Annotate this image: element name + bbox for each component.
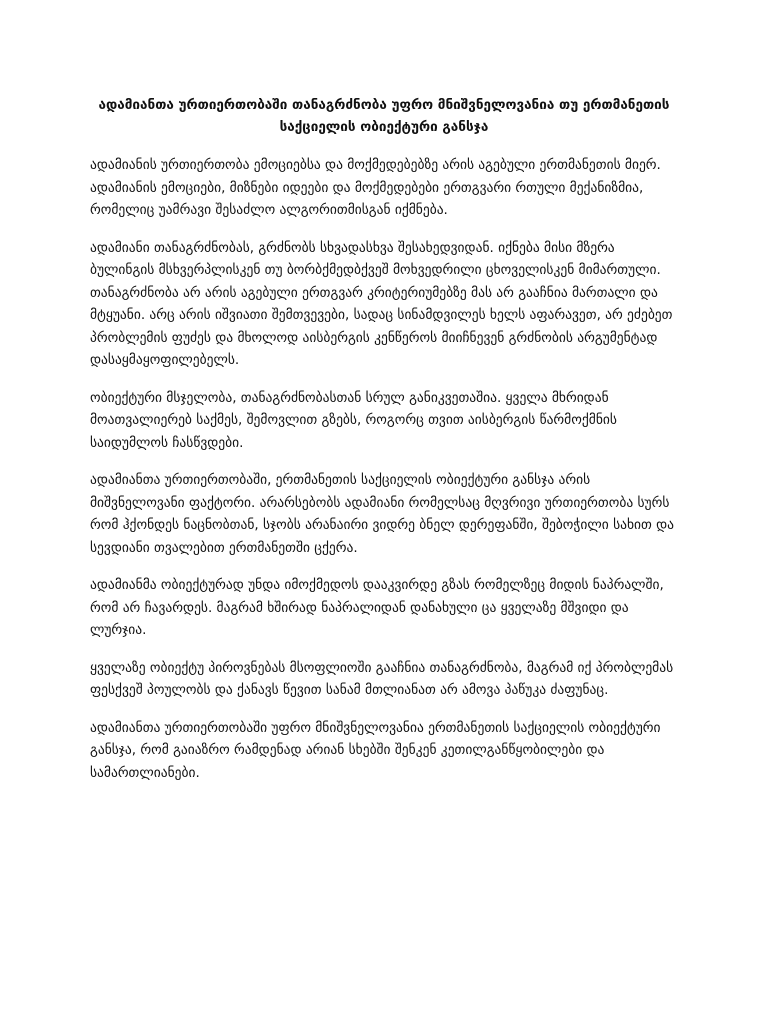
paragraph-5: ადამიანმა ობიექტურად უნდა იმოქმედოს დააკვირდე გზას რომელზეც მიდის ნაპრალში, რომ არ ჩავარდეს. მაგრამ ხშირად ნაპრალიდან დანახული ცა ყველაზე მშვიდი და ლურჯია. — [90, 577, 664, 638]
document-title-line-1: ადამიანთა ურთიერთობაში თანაგრძნობა უფრო მნიშვნელოვანია თუ ერთმანეთის — [98, 97, 670, 113]
paragraph-6: ყველაზე ობიექტუ პიროვნებას მსოფლიოში გააჩნია თანაგრძნობა, მაგრამ იქ პრობლემას ფესქვეშ პოულობს და ქანავს წევით სანამ მთლიანათ არ ამოვა პაწუკა ძაფუნაც. — [90, 659, 674, 698]
paragraph-2: ადამიანი თანაგრძნობას, გრძნობს სხვადასხვა შესახედვიდან. იქნება მისი მზერა ბულინგის მსხვერპლისკენ თუ ბორბქმედბქვეშ მოხვედრილი ცხოველისკენ მიმართული. თანაგრძნობა არ არის აგებული ერთგვარ კრიტერიუმებზე მას არ გააჩნია მართალი და მტყუანი. არც არის იშვიათი შემთვევები, სადაც სინამდვილეს ხელს აფარავეთ, არ ეძებეთ პრობლემის ფუძეს და მხოლოდ აისბერგის კენწეროს მიიჩნევენ გრძნობის არგუმენტად დასაყმაყოფილებელს. — [90, 239, 673, 368]
paragraph-1: ადამიანის ურთიერთობა ემოციებსა და მოქმედებებზე არის აგებული ერთმანეთის მიერ. ადამიანის ემოციები, მიზნები იდეები და მოქმედებები ერთგვარი რთული მექანიზმია, რომელიც უამრავი შესაძლო ალგორითმისგან იქმნება. — [90, 157, 661, 218]
paragraph-7: ადამიანთა ურთიერთობაში უფრო მნიშვნელოვანია ერთმანეთის საქციელის ობიექტური განსჯა, რომ გაიაზრო რამდენად არიან სხებში შენკენ კეთილგანწყობილები და სამართლიანები. — [90, 719, 661, 781]
paragraph-4: ადამიანთა ურთიერთობაში, ერთმანეთის საქციელის ობიექტური განსჯა არის მიშვნელოვანი ფაქტორი. არარსებობს ადამიანი რომელსაც მღვრივი ურთიერთობა სურს რომ ჰქონდეს ნაცნობთან, სჯობს არანაირი ვიდრე ბნელ დერეფანში, შებოჭილი სახით და სევდიანი თვალებით ერთმანეთში ცქერა. — [90, 472, 675, 556]
document-title-line-2: საქციელის ობიექტური განსჯა — [279, 119, 489, 135]
paragraph-3: ობიექტური მსჯელობა, თანაგრძნობასთან სრულ განიკვეთაშია. ყველა მხრიდან მოათვალიერებ საქმეს, შემოვლით გზებს, როგორც თვით აისბერგის წარმოქმნის საიდუმლოს ჩასწვდები. — [90, 389, 617, 451]
document-title — [90, 94, 678, 138]
